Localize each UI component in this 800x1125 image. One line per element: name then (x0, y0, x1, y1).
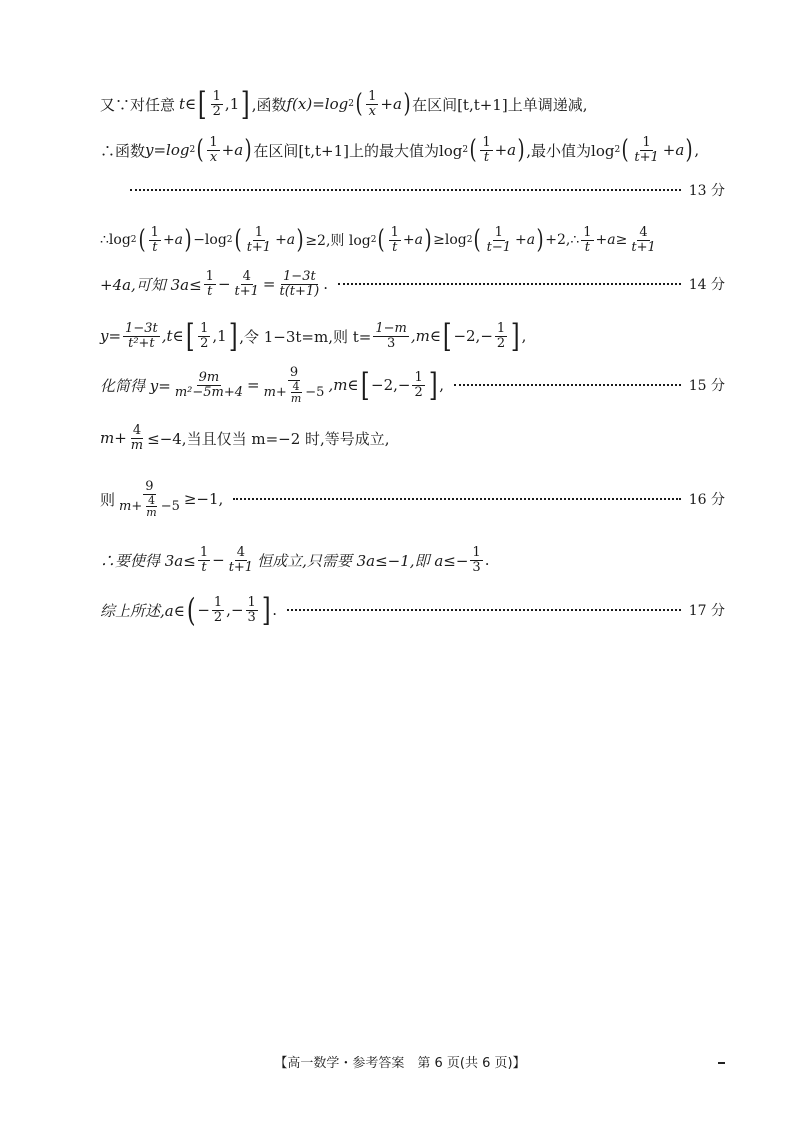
text: +a (402, 232, 423, 249)
numerator: 4 (292, 379, 300, 393)
numerator: 4 (639, 225, 648, 240)
fraction-half (412, 371, 424, 399)
solution-line-9 (100, 480, 725, 519)
numerator: 1 (209, 135, 218, 150)
dot-leader (287, 609, 681, 611)
denominator: 2 (200, 335, 209, 351)
log-base: 2 (462, 145, 469, 156)
denominator: 2 (414, 384, 423, 400)
text: +a (221, 141, 244, 160)
numerator: 1−m (375, 320, 407, 336)
text: ,1 (212, 327, 227, 345)
solution-line-5 (100, 270, 725, 298)
fraction (632, 136, 660, 164)
text: +a (275, 232, 296, 249)
denominator: t²+t (128, 335, 155, 351)
denominator: t (392, 239, 398, 255)
text: 综上所述,a∈ (100, 601, 185, 620)
text: ≤−4,当且仅当 m=−2 时,等号成立, (147, 429, 390, 448)
solution-line-7 (100, 366, 725, 405)
denominator: m (290, 392, 302, 406)
text: m+ (263, 384, 287, 400)
numerator: 9 (145, 479, 154, 494)
denominator: t(t+1) (279, 283, 320, 299)
text: ∴log (100, 232, 131, 249)
log-base: 2 (189, 145, 196, 156)
page-footer: 【高一数学・参考答案 第 6 页(共 6 页)】 (274, 1056, 526, 1071)
paren-open: ( (473, 225, 482, 256)
text: m+ (100, 429, 127, 448)
fraction-half (211, 90, 223, 118)
text: 在区间[t,t+1]上单调递减, (412, 95, 588, 114)
log-base: 2 (466, 235, 473, 246)
score-label: 16 分 (688, 492, 725, 509)
paren-close: ) (184, 225, 192, 256)
paren-open: ( (621, 135, 629, 166)
text: . (272, 601, 278, 619)
denominator: t+1 (228, 559, 254, 575)
text: −2,− (371, 376, 411, 395)
text: = (247, 376, 260, 395)
denominator: t+1 (631, 239, 656, 255)
text: −2,− (453, 327, 493, 345)
denominator: 2 (496, 335, 506, 351)
score-label: 14 分 (688, 277, 725, 294)
text: +2,∴ (545, 232, 580, 249)
numerator: 1 (205, 269, 214, 284)
text: ,m∈ (410, 327, 441, 345)
paren-close: ) (685, 135, 693, 166)
fraction (144, 495, 158, 519)
text: y= (100, 327, 122, 345)
text: ,m∈ (328, 376, 359, 395)
bracket-close: ] (428, 366, 438, 405)
fraction (389, 226, 401, 254)
text: m+ (119, 498, 143, 514)
log-base: 2 (614, 145, 621, 156)
bracket-close: ] (261, 591, 271, 629)
text: ,t∈ (161, 327, 184, 345)
paren-open: ( (377, 225, 386, 256)
text: ,1 (224, 95, 240, 113)
numerator: 1 (642, 135, 651, 150)
solution-line-10 (100, 546, 725, 574)
numerator: 1−3t (125, 320, 158, 336)
denominator: x (209, 149, 218, 165)
fraction (581, 226, 593, 254)
score-label: 13 分 (688, 183, 725, 199)
numerator: 1 (390, 225, 399, 240)
log-base: 2 (348, 99, 354, 109)
numerator: 1 (494, 225, 503, 240)
paren-close: ) (244, 135, 252, 166)
text: y=log (145, 141, 190, 160)
text: ,− (226, 601, 244, 619)
text: ≥2,则 log (305, 233, 371, 250)
log-base: 2 (226, 235, 233, 246)
text: +a (662, 141, 685, 160)
solution-line-6 (100, 317, 725, 355)
text: 则 (100, 490, 116, 509)
text: −5 (160, 498, 180, 514)
denominator: t (584, 239, 590, 255)
denominator: t+1 (234, 283, 259, 299)
text: ,函数 (251, 95, 287, 114)
solution-line-11 (100, 591, 725, 629)
denominator: t (201, 559, 207, 575)
text: ,最小值为log (526, 141, 615, 160)
numerator: 1−3t (283, 269, 316, 284)
bracket-close: ] (511, 317, 520, 355)
fraction (123, 322, 160, 350)
numerator: 1 (414, 370, 423, 386)
denominator (117, 495, 182, 519)
denominator: x (368, 103, 376, 119)
denominator: m (130, 437, 144, 453)
dot-leader (130, 189, 681, 191)
solution-line-1 (100, 85, 725, 123)
paren-close: ) (296, 225, 304, 256)
fraction-compound (262, 366, 327, 405)
paren-open: ( (469, 135, 477, 166)
fraction-half (495, 322, 507, 350)
text: − (212, 551, 225, 570)
paren-open: ( (234, 225, 242, 256)
denominator: 3 (386, 335, 396, 351)
paren-open: ( (196, 135, 204, 166)
text: . (484, 551, 490, 570)
denominator: 2 (213, 609, 223, 625)
bracket-close: ] (228, 317, 238, 355)
denominator: t+1 (634, 149, 659, 165)
denominator: m (146, 506, 157, 520)
text: 恒成立,只需要 3a≤−1,即 a≤− (257, 551, 469, 570)
fraction (245, 226, 273, 254)
text: +a (515, 232, 536, 249)
bracket-close: ] (241, 85, 250, 123)
denominator: t+1 (246, 239, 272, 255)
numerator: 1 (199, 545, 209, 560)
numerator: 1 (496, 320, 506, 336)
text: ≥−1, (183, 490, 224, 509)
fraction (173, 371, 245, 399)
text: , (694, 141, 700, 160)
denominator: 3 (247, 609, 256, 625)
text: = (262, 275, 276, 294)
dot-leader (233, 498, 680, 500)
bracket-open: [ (442, 317, 452, 355)
fraction (480, 136, 492, 164)
numerator: 4 (242, 269, 251, 284)
paren-close: ) (517, 135, 525, 166)
numerator: 1 (583, 225, 592, 240)
fraction (485, 226, 513, 254)
fraction (289, 381, 303, 405)
score-label: 15 分 (688, 378, 725, 395)
numerator: 1 (482, 135, 491, 150)
solution-line-4 (100, 226, 725, 254)
fraction (198, 546, 210, 574)
solution-line-8 (100, 424, 725, 452)
text: f(x)=log (286, 95, 349, 113)
solution-line-2 (100, 136, 725, 164)
paren-close: ) (424, 225, 432, 256)
numerator: 4 (147, 493, 155, 507)
numerator: 1 (212, 88, 221, 104)
numerator: 1 (247, 594, 256, 610)
fraction (204, 270, 216, 298)
text: +a (162, 232, 184, 249)
text: +4a,可知 3a≤ (100, 275, 202, 294)
denominator: t (483, 149, 490, 165)
text: − (197, 601, 210, 619)
numerator: 1 (472, 545, 481, 560)
text: ≥log (433, 232, 467, 249)
dot-leader (338, 283, 681, 285)
numerator: 4 (236, 545, 246, 560)
fraction (149, 226, 161, 254)
fraction-half (198, 322, 210, 350)
text: 又∵对任意 (100, 95, 176, 114)
text: 化简得 y= (100, 376, 171, 395)
text: 在区间[t,t+1]上的最大值为log (253, 141, 463, 160)
numerator: 1 (254, 225, 264, 240)
denominator (262, 381, 327, 405)
text: t∈ (179, 95, 197, 113)
fraction (212, 596, 224, 624)
text: +a (494, 141, 517, 160)
bracket-open: [ (360, 366, 370, 405)
paren-close: ) (536, 225, 544, 256)
fraction (629, 226, 657, 254)
paren-open: ( (355, 89, 363, 119)
text: −5 (305, 384, 325, 400)
text: − (217, 275, 231, 294)
fraction (277, 270, 321, 298)
fraction (207, 136, 219, 164)
fraction (366, 90, 378, 118)
denominator: 2 (212, 103, 221, 119)
log-base: 2 (370, 235, 377, 246)
text: ∴要使得 3a≤ (100, 551, 196, 570)
text: +a (380, 95, 402, 113)
numerator: 1 (213, 594, 223, 610)
dot-leader (454, 384, 681, 386)
numerator: 9m (198, 370, 220, 386)
fraction-compound (117, 480, 182, 519)
denominator: t−1 (486, 239, 512, 255)
fraction (233, 270, 261, 298)
bracket-open: [ (198, 85, 207, 123)
numerator: 4 (132, 423, 142, 438)
text: , (439, 376, 445, 395)
fraction (227, 546, 255, 574)
log-base: 2 (130, 235, 137, 246)
denominator: m²−5m+4 (174, 384, 244, 400)
fraction (373, 322, 409, 350)
denominator: 3 (472, 559, 481, 575)
text: , (521, 327, 527, 345)
bracket-open: [ (185, 317, 195, 355)
numerator: 9 (289, 365, 299, 380)
text: ,令 1−3t=m,则 t= (239, 327, 372, 346)
paren-open: ( (186, 591, 196, 629)
fraction (246, 596, 258, 624)
numerator: 1 (150, 225, 159, 240)
text: −log (193, 232, 227, 249)
numerator: 1 (200, 320, 209, 336)
score-label: 17 分 (688, 603, 725, 619)
text: +a≥ (595, 232, 628, 249)
text: . (323, 275, 329, 294)
paren-close: ) (403, 89, 411, 119)
paren-open: ( (138, 225, 146, 256)
corner-mark (718, 1062, 725, 1064)
score-line-13 (130, 180, 725, 200)
denominator: t (152, 239, 158, 255)
fraction (470, 546, 482, 574)
text: ∴函数 (100, 141, 146, 160)
denominator: t (207, 283, 213, 299)
numerator: 1 (368, 88, 377, 104)
fraction (129, 424, 145, 452)
